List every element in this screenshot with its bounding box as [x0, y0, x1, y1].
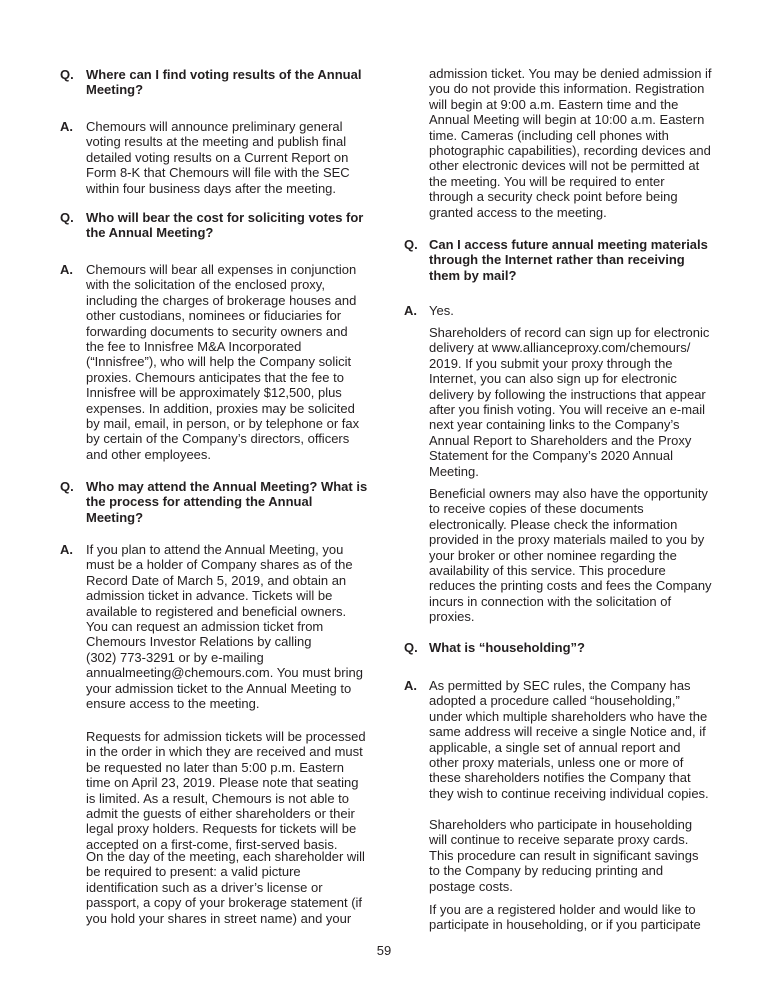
text-line: Beneficial owners may also have the opportunity — [429, 486, 708, 501]
text-line: same address will receive a single Notice and, if — [429, 724, 706, 740]
block-text — [429, 325, 709, 479]
block-text — [429, 902, 701, 933]
block-text — [86, 210, 363, 241]
text-line: applicable, a single set of annual report and — [429, 739, 681, 755]
text-line: legal proxy holders. Requests for tickets will be — [86, 821, 357, 837]
text-line: postage costs. — [429, 878, 513, 894]
text-line: Statement for the Company’s 2020 Annual — [429, 448, 674, 464]
text-line: proxies. Chemours anticipates that the fee to — [86, 369, 344, 385]
text-line: including the charges of brokerage houses and — [86, 292, 357, 308]
text-line: next year containing links to the Company’s — [429, 417, 680, 433]
text-line: other electronic devices will not be permitted at — [429, 158, 700, 174]
text-line: you do not provide this information. Registration — [429, 81, 705, 97]
text-line: This procedure can result in significant savings — [429, 847, 699, 863]
block-text — [429, 486, 712, 625]
answer-label: A. — [60, 119, 73, 134]
text-line: As permitted by SEC rules, the Company has — [429, 678, 691, 693]
text-line: provided in the proxy materials mailed to you by — [429, 532, 705, 548]
text-line: Where can I find voting results of the Annual — [86, 67, 362, 82]
answer-label: A. — [60, 262, 73, 277]
text-line: within four business days after the meeting. — [86, 180, 337, 196]
text-line: photographic capabilities), recording devices and — [429, 142, 711, 158]
question-label: Q. — [60, 67, 74, 82]
text-line: adopted a procedure called “householding,” — [429, 693, 680, 709]
text-line: Record Date of March 5, 2019, and obtain an — [86, 572, 347, 588]
text-line: Internet, you can also sign up for electronic — [429, 371, 677, 387]
text-line: Form 8-K that Chemours will file with the SEC — [86, 165, 350, 181]
text-line: If you are a registered holder and would like to — [429, 902, 696, 917]
text-line: (“Innisfree”), who will help the Company solicit — [86, 354, 352, 370]
text-line: you hold your shares in street name) and your — [86, 910, 352, 926]
question-label: Q. — [60, 479, 74, 494]
answer-label: A. — [404, 678, 417, 693]
text-line: the Annual Meeting? — [86, 225, 214, 241]
answer-label: A. — [404, 303, 417, 318]
text-line: to receive copies of these documents — [429, 501, 644, 517]
text-line: granted access to the meeting. — [429, 204, 607, 220]
text-line: reduces the printing costs and fees the Company — [429, 578, 712, 594]
text-line: by mail, email, in person, or by telephone or fax — [86, 415, 360, 431]
text-line: these shareholders notifies the Company that — [429, 770, 691, 786]
text-line: annualmeeting@chemours.com. You must bring — [86, 665, 363, 681]
block-text — [429, 303, 454, 318]
text-line: Who will bear the cost for soliciting votes for — [86, 210, 364, 225]
text-line: and other employees. — [86, 446, 212, 462]
block-text — [429, 66, 712, 220]
text-line: You can request an admission ticket from — [86, 618, 324, 634]
text-line: to the Company by reducing printing and — [429, 863, 664, 879]
text-line: identification such as a driver’s license or — [86, 879, 323, 895]
text-line: through a security check point before being — [429, 189, 678, 205]
text-line: admission ticket. You may be denied admission if — [429, 66, 712, 81]
block-text — [429, 817, 699, 894]
text-line: will begin at 9:00 a.m. Eastern time and the — [429, 96, 679, 112]
text-line: through the Internet rather than receiving — [429, 252, 685, 268]
block-text — [429, 678, 709, 801]
text-line: Chemours will bear all expenses in conjunction — [86, 262, 357, 277]
text-line: they wish to continue receiving individual copies. — [429, 785, 709, 801]
text-line: proxies. — [429, 609, 475, 625]
page-number: 59 — [376, 943, 392, 958]
text-line: (302) 773-3291 or by e-mailing — [86, 649, 264, 665]
text-line: other custodians, nominees or fiduciaries for — [86, 308, 342, 324]
text-line: Chemours will announce preliminary general — [86, 119, 343, 134]
text-line: delivery by following the instructions that appear — [429, 386, 706, 402]
text-line: Requests for admission tickets will be processed — [86, 729, 366, 744]
text-line: Shareholders who participate in householding — [429, 817, 693, 832]
text-line: after you finish voting. You will receive an e-mail — [429, 401, 706, 417]
text-line: will continue to receive separate proxy cards. — [429, 832, 689, 848]
text-line: the fee to Innisfree M&A Incorporated — [86, 338, 302, 354]
text-line: delivery at www.allianceproxy.com/chemours/ — [429, 340, 691, 356]
block-text — [86, 849, 365, 926]
text-line: Can I access future annual meeting materials — [429, 237, 708, 252]
text-line: availability of this service. This procedure — [429, 562, 666, 578]
text-line: passport, a copy of your brokerage statement (if — [86, 895, 363, 911]
block-text — [429, 640, 585, 655]
text-line: Chemours Investor Relations by calling — [86, 634, 312, 650]
text-line: ensure access to the meeting. — [86, 695, 260, 711]
question-label: Q. — [60, 210, 74, 225]
text-line: them by mail? — [429, 267, 517, 283]
text-line: by certain of the Company’s directors, officers — [86, 431, 350, 447]
text-line: in the order in which they are received and must — [86, 744, 363, 760]
text-line: must be a holder of Company shares as of the — [86, 557, 353, 573]
question-label: Q. — [404, 640, 418, 655]
text-line: 2019. If you submit your proxy through the — [429, 355, 673, 371]
text-line: Who may attend the Annual Meeting? What is — [86, 479, 368, 494]
text-line: On the day of the meeting, each shareholder will — [86, 849, 365, 864]
text-line: If you plan to attend the Annual Meeting, you — [86, 542, 344, 557]
text-line: the meeting. You will be required to enter — [429, 173, 665, 189]
text-line: What is “householding”? — [429, 640, 585, 655]
text-line: your broker or other nominee regarding the — [429, 547, 677, 563]
text-line: Shareholders of record can sign up for electronic — [429, 325, 710, 340]
text-line: the process for attending the Annual — [86, 494, 313, 510]
text-line: Annual Report to Shareholders and the Proxy — [429, 432, 692, 448]
text-line: be requested no later than 5:00 p.m. Eastern — [86, 759, 345, 775]
text-line: time on April 23, 2019. Please note that seating — [86, 775, 359, 791]
text-line: time. Cameras (including cell phones with — [429, 127, 669, 143]
text-line: be required to present: a valid picture — [86, 864, 301, 880]
text-line: with the solicitation of the enclosed proxy, — [86, 277, 325, 293]
text-line: available to registered and beneficial owners. — [86, 603, 347, 619]
text-line: electronically. Please check the information — [429, 516, 678, 532]
text-line: Meeting? — [86, 509, 144, 525]
text-line: incurs in connection with the solicitation of — [429, 593, 672, 609]
text-line: Yes. — [429, 303, 454, 318]
text-line: Meeting. — [429, 463, 479, 479]
block-text — [429, 237, 708, 283]
text-line: other proxy materials, unless one or more of — [429, 754, 684, 770]
text-line: voting results at the meeting and publish final — [86, 134, 347, 150]
question-label: Q. — [404, 237, 418, 252]
block-text — [86, 542, 363, 711]
block-text — [86, 119, 350, 196]
text-line: under which multiple shareholders who have the — [429, 708, 708, 724]
text-line: forwarding documents to security owners and — [86, 323, 348, 339]
text-line: Innisfree will be approximately $12,500, plus — [86, 385, 342, 401]
answer-label: A. — [60, 542, 73, 557]
text-line: participate in householding, or if you participate — [429, 917, 701, 933]
text-line: accepted on a first-come, first-served basis. — [86, 836, 338, 852]
text-line: your admission ticket to the Annual Meeting to — [86, 680, 352, 696]
text-line: admission ticket in advance. Tickets will be — [86, 588, 333, 604]
block-text — [86, 729, 366, 852]
block-text — [86, 67, 361, 98]
text-line: is limited. As a result, Chemours is not able to — [86, 790, 350, 806]
text-line: admit the guests of either shareholders or their — [86, 805, 355, 821]
text-line: detailed voting results on a Current Report on — [86, 149, 349, 165]
block-text — [86, 262, 359, 462]
block-text — [86, 479, 367, 525]
text-line: expenses. In addition, proxies may be solicited — [86, 400, 355, 416]
text-line: Meeting? — [86, 82, 144, 98]
text-line: Annual Meeting will begin at 10:00 a.m. Eastern — [429, 112, 705, 128]
